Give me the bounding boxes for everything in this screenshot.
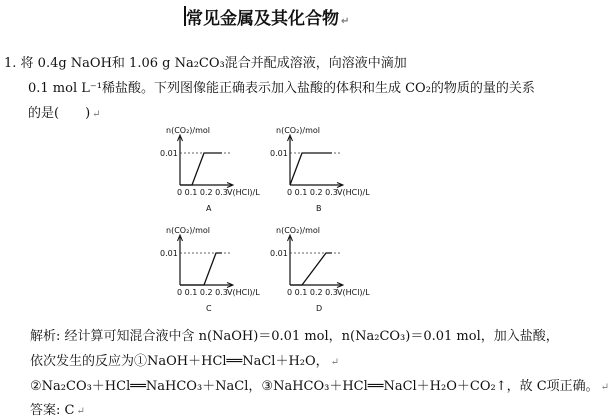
graph-C [160, 226, 260, 313]
paragraph-mark: ↵ [330, 357, 340, 368]
y-axis-label: n(CO₂)/mol [166, 126, 211, 135]
paragraph-mark: ↵ [341, 16, 350, 27]
y-tick-label: 0.01 [160, 149, 178, 158]
answer-graphs [0, 125, 504, 315]
y-tick-label: 0.01 [160, 249, 178, 258]
x-axis-label: V(HCl)/L [227, 288, 260, 297]
x-tick-labels: 0 0.1 0.2 0.3 [287, 188, 338, 197]
graph-D [270, 226, 370, 313]
y-tick-label: 0.01 [270, 149, 288, 158]
explanation-line-2: 依次发生的反应为①NaOH＋HCl══NaCl＋H₂O， ↵ [30, 354, 340, 369]
series-line-D [290, 253, 332, 285]
x-axis-label: V(HCl)/L [337, 288, 370, 297]
y-tick-label: 0.01 [270, 249, 288, 258]
paragraph-mark: ↵ [76, 406, 85, 417]
graph-B [270, 126, 370, 213]
y-axis-label: n(CO₂)/mol [276, 126, 321, 135]
graph-letter-B: B [316, 204, 322, 213]
x-axis-label: V(HCl)/L [337, 188, 370, 197]
graph-letter-C: C [206, 304, 212, 313]
question-line-1: 1. 将 0.4g NaOH和 1.06 g Na₂CO₃混合并配成溶液，向溶液中滴加 [4, 56, 407, 71]
y-axis-label: n(CO₂)/mol [276, 226, 321, 235]
x-tick-labels: 0 0.1 0.2 0.3 [177, 188, 228, 197]
graph-letter-D: D [316, 304, 323, 313]
x-tick-labels: 0 0.1 0.2 0.3 [287, 288, 338, 297]
page-title: 常见金属及其化合物 ↵ [186, 9, 350, 29]
graph-letter-A: A [206, 204, 212, 213]
paragraph-mark: ↵ [92, 109, 101, 120]
paragraph-mark: ↵ [600, 382, 609, 393]
series-line-A [180, 153, 222, 185]
x-tick-labels: 0 0.1 0.2 0.3 [177, 288, 228, 297]
explanation-line-1: 解析: 经计算可知混合液中含 n(NaOH)＝0.01 mol，n(Na₂CO₃)＝0.01 mol，加入盐酸， [30, 329, 559, 344]
answer-line: 答案: C ↵ [30, 403, 85, 418]
explanation-line-3: ②Na₂CO₃＋HCl══NaHCO₃＋NaCl，③NaHCO₃＋HCl══NaCl＋H₂O＋CO₂↑，故 C项正确。 ↵ [30, 379, 609, 394]
question-line-2: 0.1 mol L⁻¹稀盐酸。下列图像能正确表示加入盐酸的体积和生成 CO₂的物质的量的关系 [28, 81, 535, 96]
question-line-3: 的是( ) ↵ [28, 106, 101, 121]
y-axis-label: n(CO₂)/mol [166, 226, 211, 235]
series-line-B [290, 153, 332, 185]
series-line-C [180, 253, 222, 285]
x-axis-label: V(HCl)/L [227, 188, 260, 197]
graph-A [160, 126, 260, 213]
